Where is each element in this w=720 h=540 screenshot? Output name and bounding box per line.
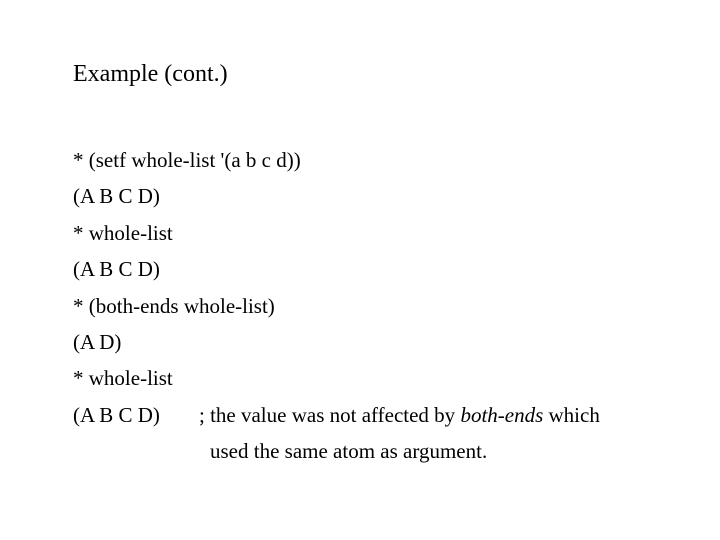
slide-body — [73, 142, 600, 470]
result-line-3: (A D) — [73, 329, 122, 354]
code-line-setf: * (setf whole-list '(a b c d)) — [73, 148, 301, 172]
comment-prefix: ; the value was not affected by — [199, 402, 461, 427]
result-line-with-comment — [73, 397, 600, 433]
code-line-both-ends: * (both-ends whole-list) — [73, 293, 275, 318]
final-result: (A B C D) — [73, 402, 160, 427]
code-line-whole-list-2: * whole-list — [73, 366, 173, 391]
comment-continuation: used the same atom as argument. — [210, 439, 488, 464]
comment-emphasis: both-ends — [460, 402, 544, 427]
result-line-1: (A B C D) — [73, 184, 160, 209]
comment-suffix: which — [543, 402, 600, 427]
code-line-whole-list-1: * whole-list — [73, 220, 173, 245]
result-line-2: (A B C D) — [73, 257, 160, 282]
slide-title: Example (cont.) — [73, 61, 228, 87]
